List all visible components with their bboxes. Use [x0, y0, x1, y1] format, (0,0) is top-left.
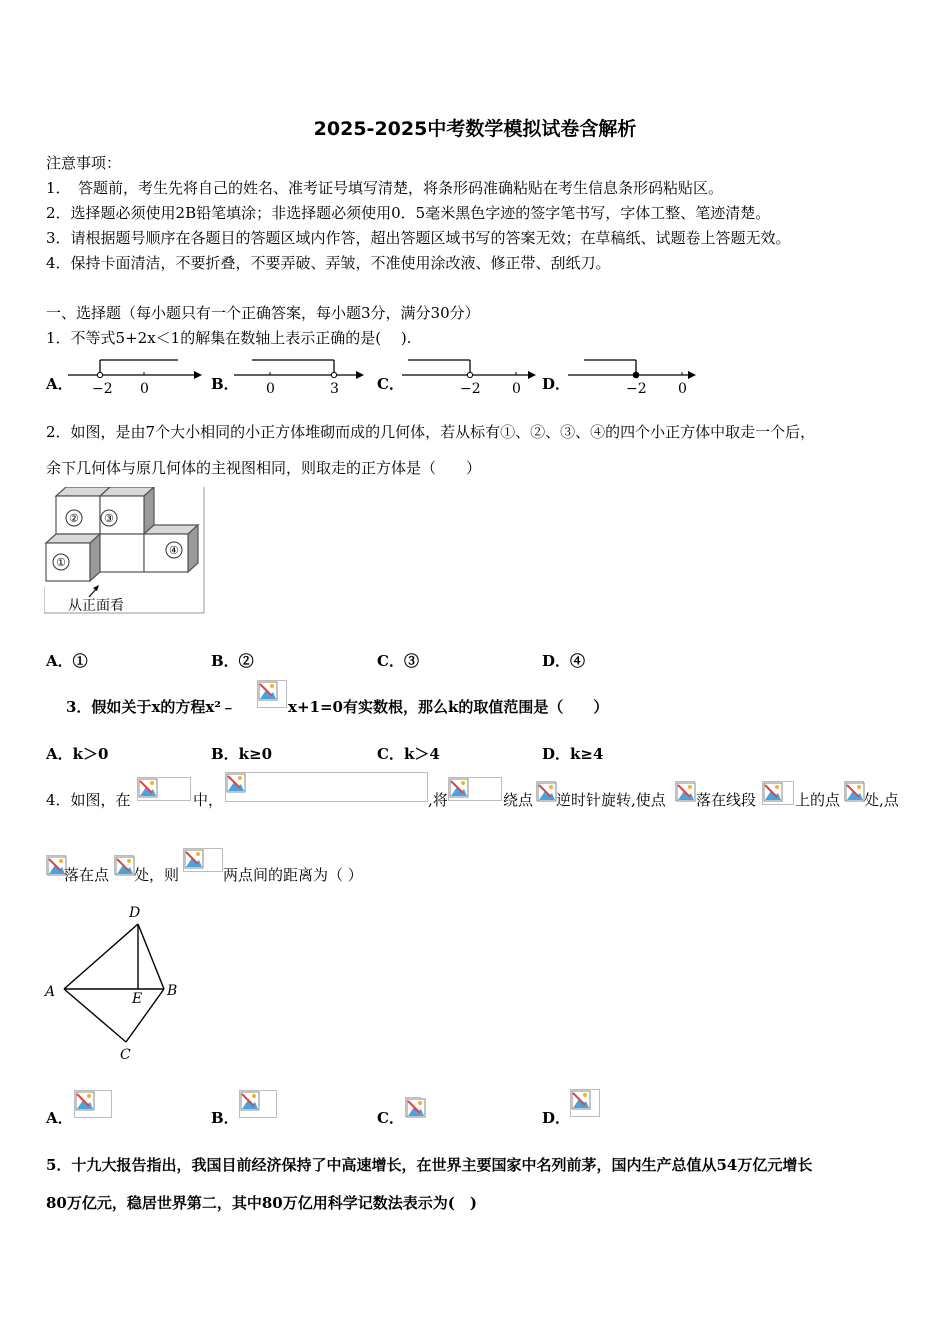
missing-image [448, 777, 502, 801]
missing-image [183, 848, 223, 872]
q4-text: ,将 [428, 791, 448, 809]
question-5-stem: 80万亿元，稳居世界第二，其中80万亿用科学记数法表示为( ) [46, 1194, 477, 1212]
point-label: A [45, 984, 56, 1000]
q1-option-a-label: A． [46, 375, 73, 393]
question-1-stem: 1．不等式5+2x＜1的解集在数轴上表示正确的是( ). [46, 329, 412, 347]
q4-text: 4．如图，在 [46, 791, 131, 809]
q2-option-d: D．④ [542, 652, 586, 670]
broken-image-icon [676, 782, 696, 802]
q1a-tick-label: −2 [92, 381, 113, 397]
missing-image [46, 855, 66, 875]
notice-heading: 注意事项： [46, 154, 122, 172]
notice-item: 2．选择题必须使用2B铅笔填涂；非选择题必须使用0．5毫米黑色字迹的签字笔书写，字体工整、笔迹清楚。 [46, 204, 771, 222]
q1-option-b-numberline [232, 355, 372, 397]
q1c-tick-label: −2 [460, 381, 481, 397]
q3-option-b: B．k≥0 [211, 745, 273, 763]
q1-option-d-label: D． [542, 375, 571, 393]
q4-option-c-label: C． [377, 1109, 404, 1127]
point-label: B [167, 983, 178, 999]
notice-item: 3．请根据题号顺序在各题目的答题区域内作答，超出答题区域书写的答案无效；在草稿纸、试题卷上答题无效。 [46, 229, 791, 247]
page-title: 2025-2025中考数学模拟试卷含解析 [313, 118, 637, 140]
q4-text: 处,点 [864, 791, 899, 809]
point-label: C [120, 1047, 131, 1063]
question-2-stem: 余下几何体与原几何体的主视图相同，则取走的正方体是（ ） [46, 459, 482, 477]
broken-image-icon [845, 782, 865, 802]
q1-option-d-numberline [566, 355, 706, 397]
q1b-tick-label: 3 [330, 381, 339, 397]
q1a-tick-label: 0 [140, 381, 149, 397]
missing-image [844, 781, 864, 801]
q4-text: 落在点 [64, 866, 110, 884]
missing-image [239, 1090, 277, 1118]
q4-text: 中， [193, 791, 224, 809]
question-3-stem: 3．假如关于x的方程x²﹣ [66, 698, 236, 716]
q1-option-c-label: C． [377, 375, 404, 393]
q1-option-c-numberline [400, 355, 540, 397]
q4-option-d-label: D． [542, 1109, 571, 1127]
q4-text: 逆时针旋转,使点 [556, 791, 666, 809]
q1d-tick-label: −2 [626, 381, 647, 397]
missing-image [762, 781, 794, 805]
point-label: D [129, 905, 141, 921]
missing-image [137, 777, 191, 801]
question-5-stem: 5．十九大报告指出，我国目前经济保持了中高速增长，在世界主要国家中名列前茅，国内生产总值从54万亿元增长 [46, 1156, 813, 1174]
broken-image-icon [240, 1091, 260, 1111]
broken-image-icon [406, 1098, 426, 1118]
missing-image [405, 1097, 421, 1117]
q1d-tick-label: 0 [678, 381, 687, 397]
q4-geometry-figure [40, 900, 190, 1066]
missing-image [570, 1089, 600, 1117]
q2-option-a: A．① [46, 652, 88, 670]
q4-text: 落在线段 [696, 791, 757, 809]
view-caption: 从正面看 [68, 598, 124, 614]
q4-text: 处，则 [134, 866, 180, 884]
question-3-stem: x+1=0有实数根，那么k的取值范围是（ ） [288, 698, 609, 716]
q4-option-b-label: B． [211, 1109, 239, 1127]
q1b-tick-label: 0 [266, 381, 275, 397]
q1c-tick-label: 0 [512, 381, 521, 397]
q4-text: 上的点 [795, 791, 841, 809]
q2-option-c: C．③ [377, 652, 419, 670]
q3-option-d: D．k≥4 [542, 745, 604, 763]
missing-image [536, 781, 556, 801]
broken-image-icon [763, 782, 783, 802]
point-label: E [132, 991, 143, 1007]
q1-option-b-label: B． [211, 375, 239, 393]
cube-label: ② [69, 512, 79, 525]
broken-image-icon [115, 856, 135, 876]
cube-label: ④ [169, 544, 179, 557]
broken-image-icon [75, 1091, 95, 1111]
section-heading: 一、选择题（每小题只有一个正确答案，每小题3分，满分30分） [46, 304, 480, 322]
notice-item: 4．保持卡面清洁，不要折叠，不要弄破、弄皱，不准使用涂改液、修正带、刮纸刀。 [46, 254, 611, 272]
missing-image [675, 781, 695, 801]
missing-image [225, 772, 428, 802]
broken-image-icon [571, 1090, 591, 1110]
q3-option-c: C．k＞4 [377, 745, 440, 763]
q4-text: 绕点 [503, 791, 534, 809]
broken-image-icon [258, 681, 278, 701]
notice-item: 1． 答题前，考生先将自己的姓名、准考证号填写清楚，将条形码准确粘贴在考生信息条形码粘贴区。 [46, 179, 724, 197]
q2-option-b: B．② [211, 652, 254, 670]
missing-image [74, 1090, 112, 1118]
q2-cube-figure [44, 487, 206, 615]
broken-image-icon [138, 778, 158, 798]
cube-label: ③ [104, 512, 114, 525]
broken-image-icon [184, 849, 204, 869]
missing-image [257, 680, 287, 708]
question-2-stem: 2．如图，是由7个大小相同的小正方体堆砌而成的几何体，若从标有①、②、③、④的四个小正方体中取走一个后， [46, 423, 816, 441]
cube-label: ① [56, 556, 66, 569]
broken-image-icon [449, 778, 469, 798]
q3-option-a: A．k＞0 [46, 745, 109, 763]
broken-image-icon [226, 773, 246, 793]
q4-option-a-label: A． [46, 1109, 73, 1127]
broken-image-icon [537, 782, 557, 802]
missing-image [114, 855, 134, 875]
q1-option-a-numberline [66, 355, 206, 397]
q4-text: 两点间的距离为（ ） [223, 866, 363, 884]
